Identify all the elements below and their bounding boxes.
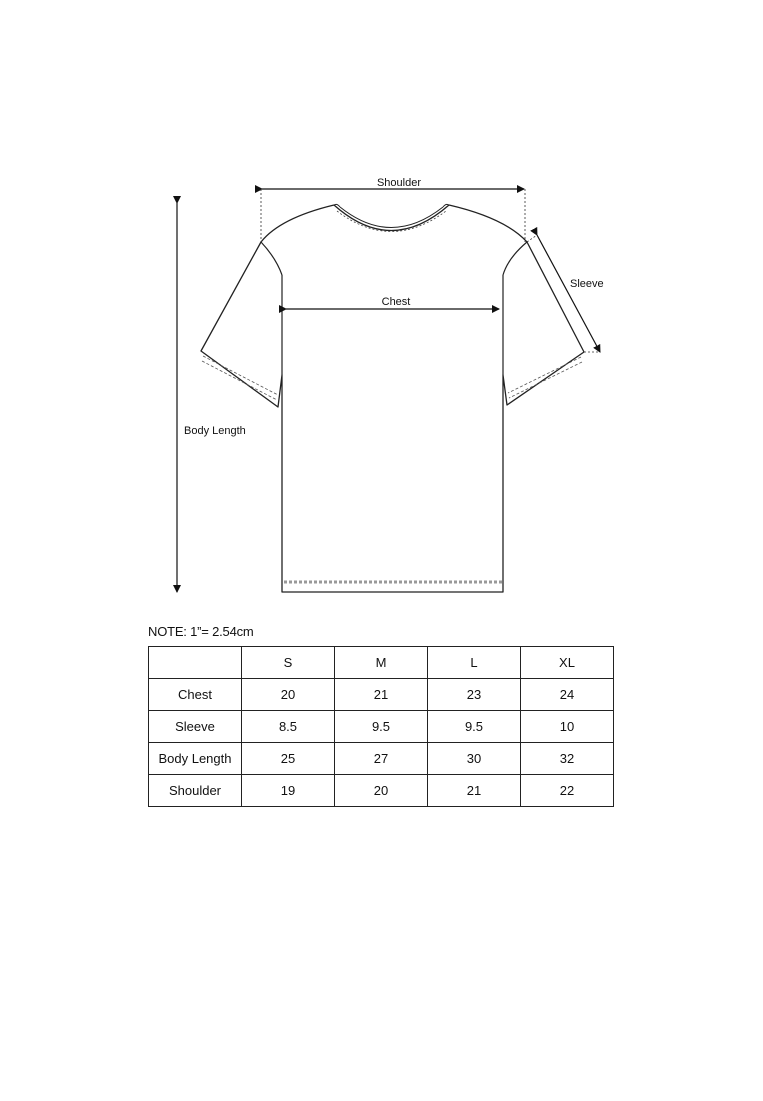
sleeve-label: Sleeve [570, 278, 604, 290]
right-armhole-seam [503, 242, 527, 275]
left-sleeve-hem-stitch [202, 356, 278, 400]
table-cell: 32 [521, 743, 614, 775]
row-label: Body Length [149, 743, 242, 775]
header-cell-s: S [242, 647, 335, 679]
table-header-row [149, 647, 614, 679]
table-cell: 21 [335, 679, 428, 711]
table-cell: 20 [242, 679, 335, 711]
header-cell-xl: XL [521, 647, 614, 679]
table-cell: 8.5 [242, 711, 335, 743]
table-cell: 27 [335, 743, 428, 775]
header-cell-m: M [335, 647, 428, 679]
body-length-measure [177, 203, 246, 592]
conversion-note: NOTE: 1”= 2.54cm [148, 624, 254, 639]
header-cell-blank [149, 647, 242, 679]
table-row [149, 743, 614, 775]
sleeve-measure [527, 235, 604, 352]
table-cell: 10 [521, 711, 614, 743]
row-label: Chest [149, 679, 242, 711]
table-cell: 30 [428, 743, 521, 775]
collar-stitching [337, 211, 446, 232]
table-cell: 20 [335, 775, 428, 807]
table-row [149, 711, 614, 743]
header-cell-l: L [428, 647, 521, 679]
table-cell: 21 [428, 775, 521, 807]
right-sleeve-hem-stitch [508, 357, 582, 398]
table-cell: 19 [242, 775, 335, 807]
table-cell: 9.5 [335, 711, 428, 743]
table-cell: 25 [242, 743, 335, 775]
table-cell: 23 [428, 679, 521, 711]
row-label: Shoulder [149, 775, 242, 807]
tshirt-outline [201, 204, 584, 592]
table-cell: 24 [521, 679, 614, 711]
table-row [149, 679, 614, 711]
body-length-label: Body Length [184, 425, 246, 437]
row-label: Sleeve [149, 711, 242, 743]
size-chart-table [148, 646, 614, 807]
shoulder-measure [261, 177, 525, 242]
chest-label: Chest [381, 296, 411, 308]
table-cell: 9.5 [428, 711, 521, 743]
left-armhole-seam [261, 242, 282, 275]
table-cell: 22 [521, 775, 614, 807]
shoulder-label: Shoulder [376, 177, 422, 189]
chest-measure [286, 296, 499, 309]
table-row [149, 775, 614, 807]
